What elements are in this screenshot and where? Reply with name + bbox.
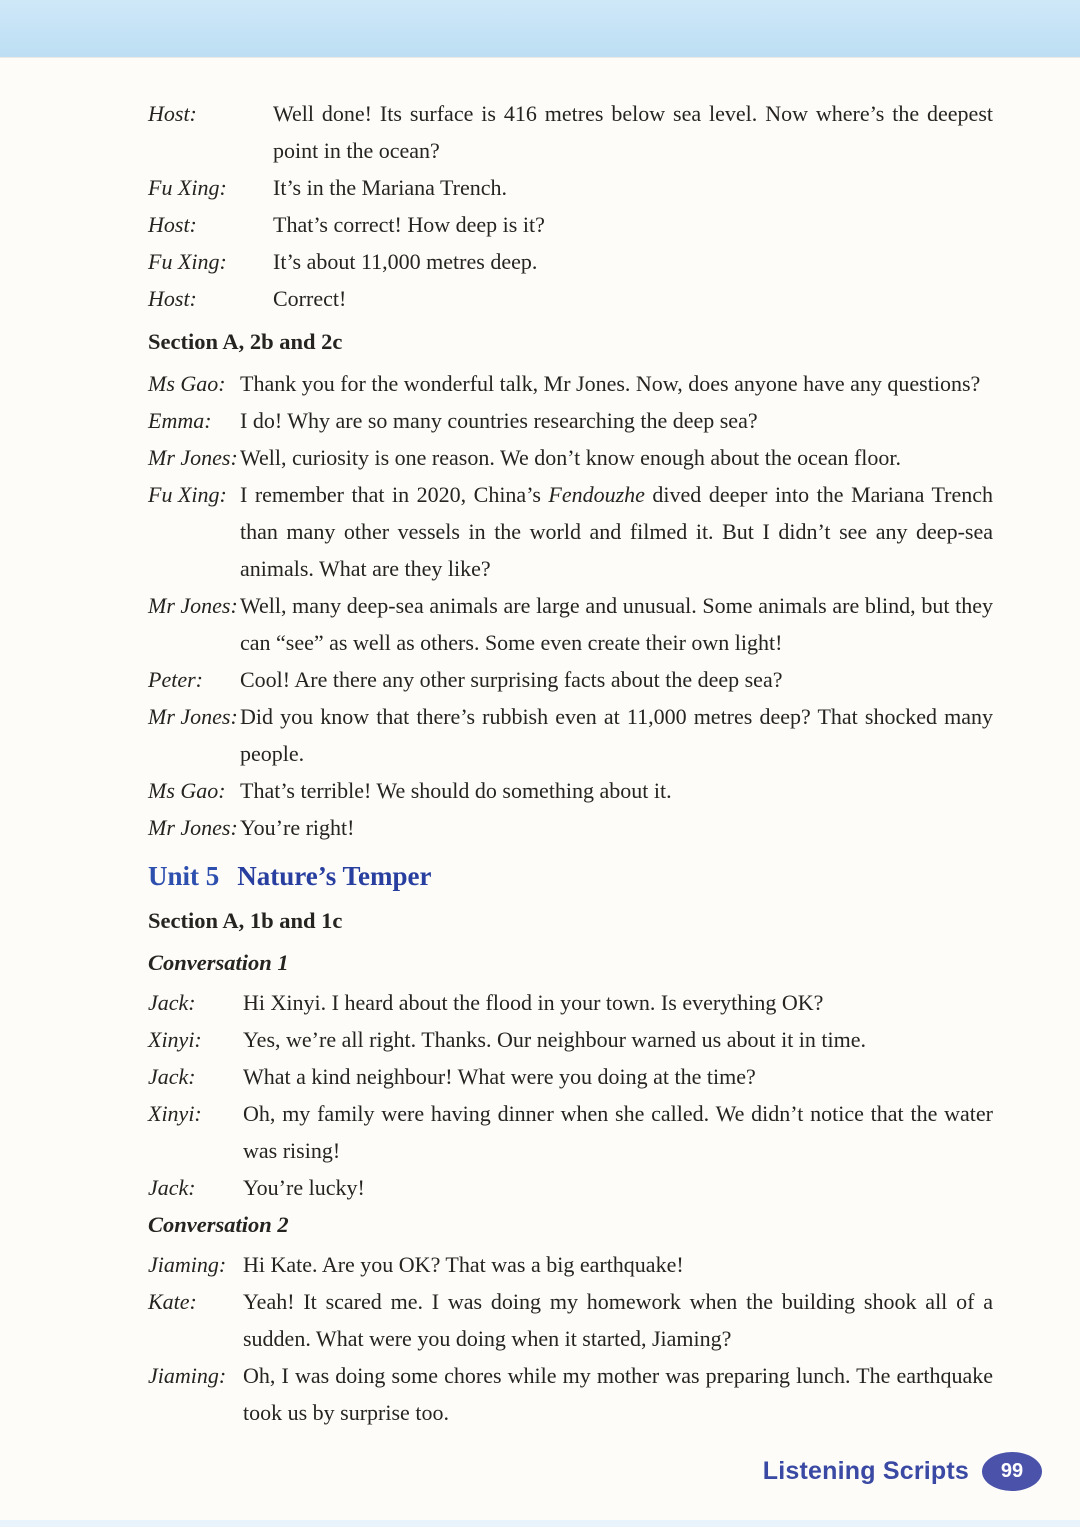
dialogue-line xyxy=(148,809,993,846)
speaker-label: Fu Xing: xyxy=(148,482,227,507)
speaker-label: Jack: xyxy=(148,1175,196,1200)
utterance-text: Oh, I was doing some chores while my mother was preparing lunch. The earthquake took us by surprise too. xyxy=(243,1363,993,1425)
dialogue-line xyxy=(148,402,993,439)
speaker-label: Emma: xyxy=(148,408,212,433)
speaker-label: Jiaming: xyxy=(148,1363,227,1388)
utterance-segment: I remember that in 2020, China’s xyxy=(240,482,549,507)
utterance-text: It’s about 11,000 metres deep. xyxy=(273,249,538,274)
utterance-text: Yes, we’re all right. Thanks. Our neighbour warned us about it in time. xyxy=(243,1027,867,1052)
speaker-label: Ms Gao: xyxy=(148,778,226,803)
listening-scripts-content xyxy=(148,57,993,1431)
page-footer xyxy=(763,1452,1042,1491)
speaker-label: Xinyi: xyxy=(148,1101,202,1126)
dialogue-line xyxy=(148,1169,993,1206)
dialogue-line xyxy=(148,1246,993,1283)
dialogue-line xyxy=(148,1021,993,1058)
conversation-heading: Conversation 2 xyxy=(148,1212,289,1237)
utterance-text: Hi Kate. Are you OK? That was a big earthquake! xyxy=(243,1252,684,1277)
speaker-label: Kate: xyxy=(148,1289,197,1314)
dialogue-line xyxy=(148,206,993,243)
utterance-text: Cool! Are there any other surprising facts about the deep sea? xyxy=(240,667,783,692)
unit-heading xyxy=(148,856,993,896)
utterance-text: Hi Xinyi. I heard about the flood in your town. Is everything OK? xyxy=(243,990,824,1015)
utterance-text: You’re right! xyxy=(240,815,355,840)
utterance-text: Well, many deep-sea animals are large and unusual. Some animals are blind, but they can “see” as well as others. Some even create their own light! xyxy=(240,593,993,655)
speaker-label: Mr Jones: xyxy=(148,593,238,618)
unit-number: Unit 5 xyxy=(148,861,220,891)
unit-title: Nature’s Temper xyxy=(237,861,432,891)
speaker-label: Host: xyxy=(148,212,197,237)
dialogue-line xyxy=(148,661,993,698)
vessel-name-italic: Fendouzhe xyxy=(548,482,645,507)
conversation-heading: Conversation 1 xyxy=(148,950,289,975)
dialogue-line xyxy=(148,1283,993,1357)
utterance-text: Yeah! It scared me. I was doing my homework when the building shook all of a sudden. What were you doing when it started, Jiaming? xyxy=(243,1289,993,1351)
speaker-label: Mr Jones: xyxy=(148,815,238,840)
speaker-label: Host: xyxy=(148,286,197,311)
dialogue-line xyxy=(148,1357,993,1431)
dialogue-line xyxy=(148,1095,993,1169)
dialogue-block xyxy=(148,95,993,317)
utterance-text: It’s in the Mariana Trench. xyxy=(273,175,508,200)
section-heading: Section A, 2b and 2c xyxy=(148,329,343,354)
dialogue-line xyxy=(148,1058,993,1095)
utterance-text: That’s correct! How deep is it? xyxy=(273,212,545,237)
speaker-label: Ms Gao: xyxy=(148,371,226,396)
top-decorative-band xyxy=(0,0,1080,58)
speaker-label: Jiaming: xyxy=(148,1252,227,1277)
dialogue-line xyxy=(148,365,993,402)
dialogue-line xyxy=(148,169,993,206)
speaker-label: Fu Xing: xyxy=(148,175,227,200)
speaker-label: Peter: xyxy=(148,667,203,692)
speaker-label: Mr Jones: xyxy=(148,704,238,729)
utterance-text: Well done! Its surface is 416 metres below sea level. Now where’s the deepest point in the ocean? xyxy=(273,101,993,163)
utterance-text: You’re lucky! xyxy=(243,1175,365,1200)
dialogue-block xyxy=(148,1246,993,1431)
utterance-text: I do! Why are so many countries researching the deep sea? xyxy=(240,408,758,433)
utterance-text xyxy=(240,476,993,587)
utterance-text: Correct! xyxy=(273,286,347,311)
speaker-label: Jack: xyxy=(148,1064,196,1089)
utterance-text: Oh, my family were having dinner when she called. We didn’t notice that the water was rising! xyxy=(243,1101,993,1163)
utterance-text: Well, curiosity is one reason. We don’t know enough about the ocean floor. xyxy=(240,445,901,470)
dialogue-line xyxy=(148,476,993,587)
dialogue-line xyxy=(148,439,993,476)
dialogue-block xyxy=(148,365,993,846)
dialogue-line xyxy=(148,698,993,772)
page-number-badge xyxy=(982,1452,1042,1491)
speaker-label: Fu Xing: xyxy=(148,249,227,274)
utterance-segment: dived deeper into the Mariana Trench than many other vessels in the world and filmed it. But I didn’t see any deep-sea animals. What are they like? xyxy=(240,482,994,581)
footer-section-label: Listening Scripts xyxy=(762,1457,969,1485)
dialogue-line xyxy=(148,95,993,169)
utterance-text: Thank you for the wonderful talk, Mr Jones. Now, does anyone have any questions? xyxy=(240,371,981,396)
dialogue-line xyxy=(148,587,993,661)
section-heading: Section A, 1b and 1c xyxy=(148,908,343,933)
bottom-decorative-band xyxy=(0,1520,1080,1527)
utterance-text: That’s terrible! We should do something about it. xyxy=(240,778,672,803)
dialogue-line xyxy=(148,280,993,317)
speaker-label: Host: xyxy=(148,101,197,126)
dialogue-line xyxy=(148,243,993,280)
speaker-label: Mr Jones: xyxy=(148,445,238,470)
utterance-text: Did you know that there’s rubbish even at 11,000 metres deep? That shocked many people. xyxy=(240,704,993,766)
speaker-label: Xinyi: xyxy=(148,1027,202,1052)
dialogue-line xyxy=(148,772,993,809)
dialogue-block xyxy=(148,984,993,1206)
dialogue-line xyxy=(148,984,993,1021)
utterance-text: What a kind neighbour! What were you doing at the time? xyxy=(243,1064,756,1089)
speaker-label: Jack: xyxy=(148,990,196,1015)
page-number: 99 xyxy=(1000,1460,1024,1482)
